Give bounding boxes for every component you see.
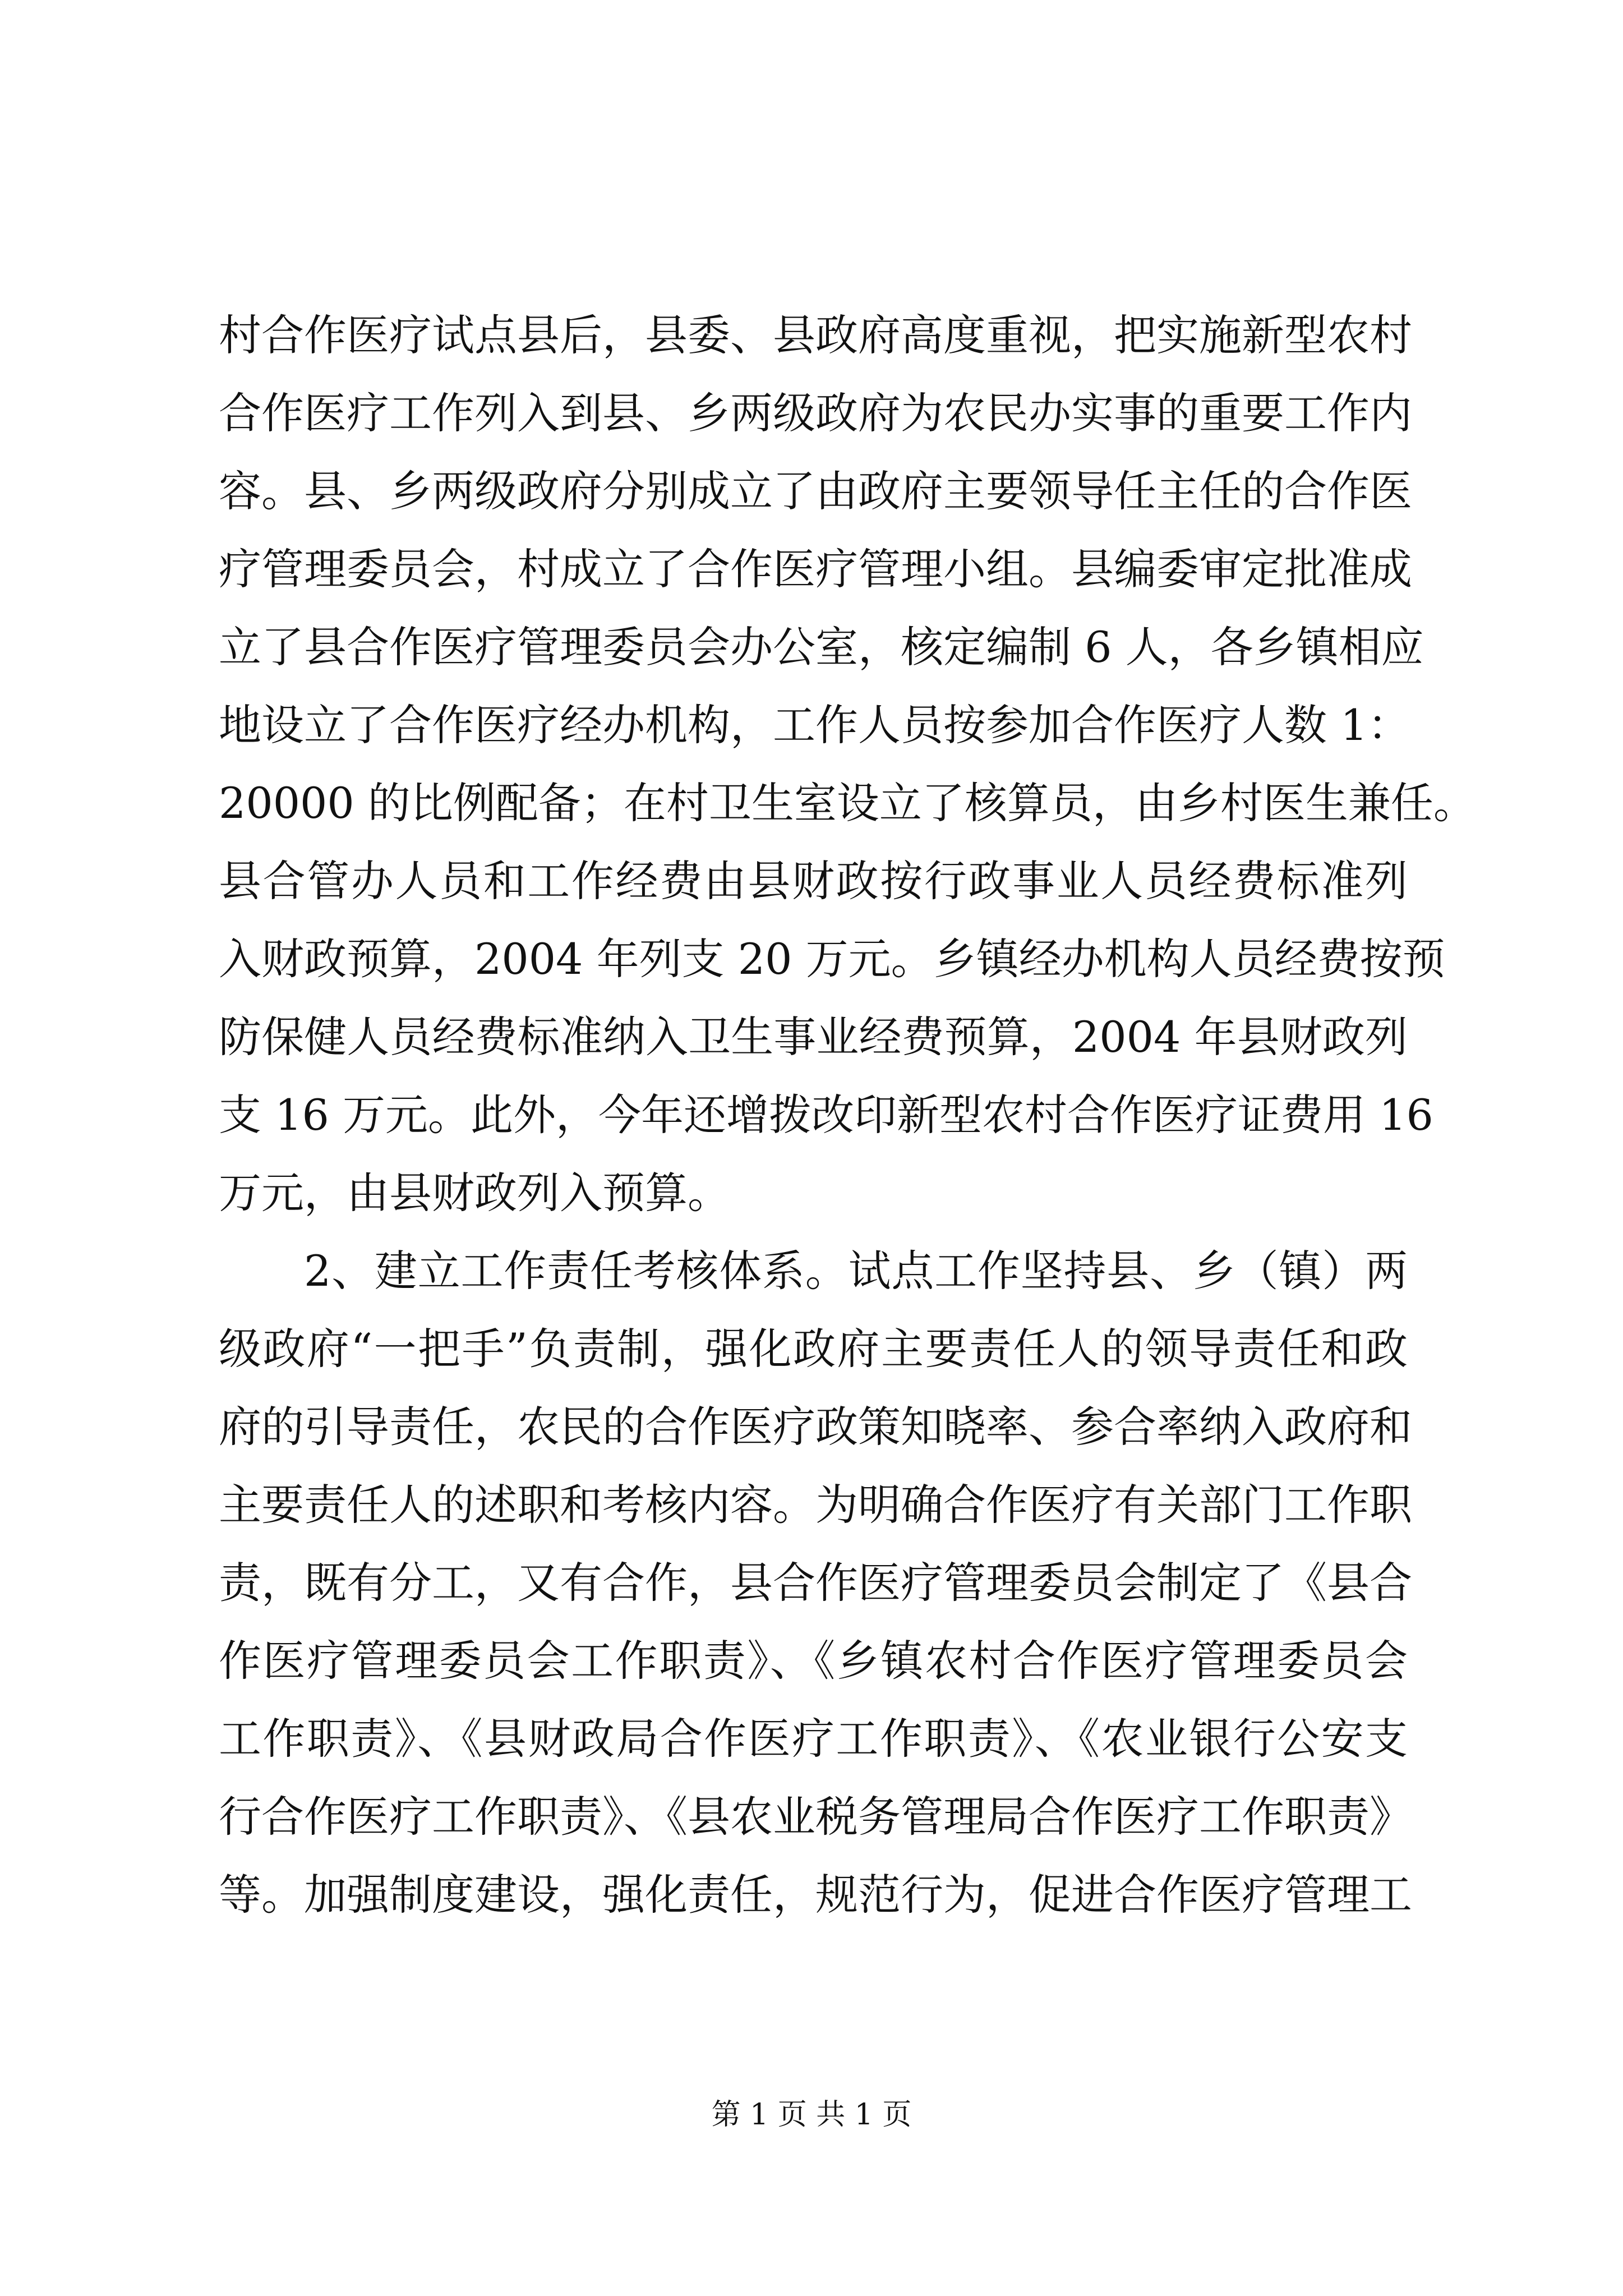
text-line: 主要责任人的述职和考核内容。为明确合作医疗有关部门工作职 — [219, 1480, 1412, 1530]
text-line: 立了县合作医疗管理委员会办公室，核定编制 6 人，各乡镇相应 — [219, 622, 1424, 672]
text-line: 疗管理委员会，村成立了合作医疗管理小组。县编委审定批准成 — [219, 544, 1412, 594]
text-line: 县合管办人员和工作经费由县财政按行政事业人员经费标准列 — [219, 856, 1408, 906]
page-footer — [0, 2095, 1623, 2134]
text-line: 府的引导责任，农民的合作医疗政策知晓率、参合率纳入政府和 — [219, 1402, 1412, 1452]
text-line: 责，既有分工，又有合作，县合作医疗管理委员会制定了《县合 — [219, 1558, 1412, 1608]
text-line: 2、建立工作责任考核体系。试点工作坚持县、乡（镇）两 — [304, 1246, 1408, 1296]
text-line: 防保健人员经费标准纳入卫生事业经费预算，2004 年县财政列 — [219, 1012, 1408, 1062]
text-line: 等。加强制度建设，强化责任，规范行为，促进合作医疗管理工 — [219, 1870, 1412, 1920]
text-line: 支 16 万元。此外，今年还增拨改印新型农村合作医疗证费用 16 — [219, 1090, 1433, 1140]
text-line: 入财政预算，2004 年列支 20 万元。乡镇经办机构人员经费按预 — [219, 934, 1445, 984]
text-line: 作医疗管理委员会工作职责》、《乡镇农村合作医疗管理委员会 — [219, 1636, 1408, 1686]
text-line: 合作医疗工作列入到县、乡两级政府为农民办实事的重要工作内 — [219, 388, 1412, 438]
text-line: 20000 的比例配备；在村卫生室设立了核算员，由乡村医生兼任。 — [219, 778, 1476, 828]
text-line: 地设立了合作医疗经办机构，工作人员按参加合作医疗人数 1： — [219, 700, 1410, 750]
text-line: 级政府“一把手”负责制，强化政府主要责任人的领导责任和政 — [219, 1324, 1408, 1374]
page-number: 第 1 页 共 1 页 — [711, 2098, 912, 2132]
text-line: 村合作医疗试点县后，县委、县政府高度重视，把实施新型农村 — [219, 310, 1412, 360]
body-text — [219, 296, 1476, 1934]
text-line: 工作职责》、《县财政局合作医疗工作职责》、《农业银行公安支 — [219, 1714, 1408, 1764]
text-line: 行合作医疗工作职责》、《县农业税务管理局合作医疗工作职责》 — [219, 1792, 1412, 1842]
text-line: 万元，由县财政列入预算。 — [219, 1168, 730, 1218]
text-line: 容。县、乡两级政府分别成立了由政府主要领导任主任的合作医 — [219, 466, 1412, 516]
